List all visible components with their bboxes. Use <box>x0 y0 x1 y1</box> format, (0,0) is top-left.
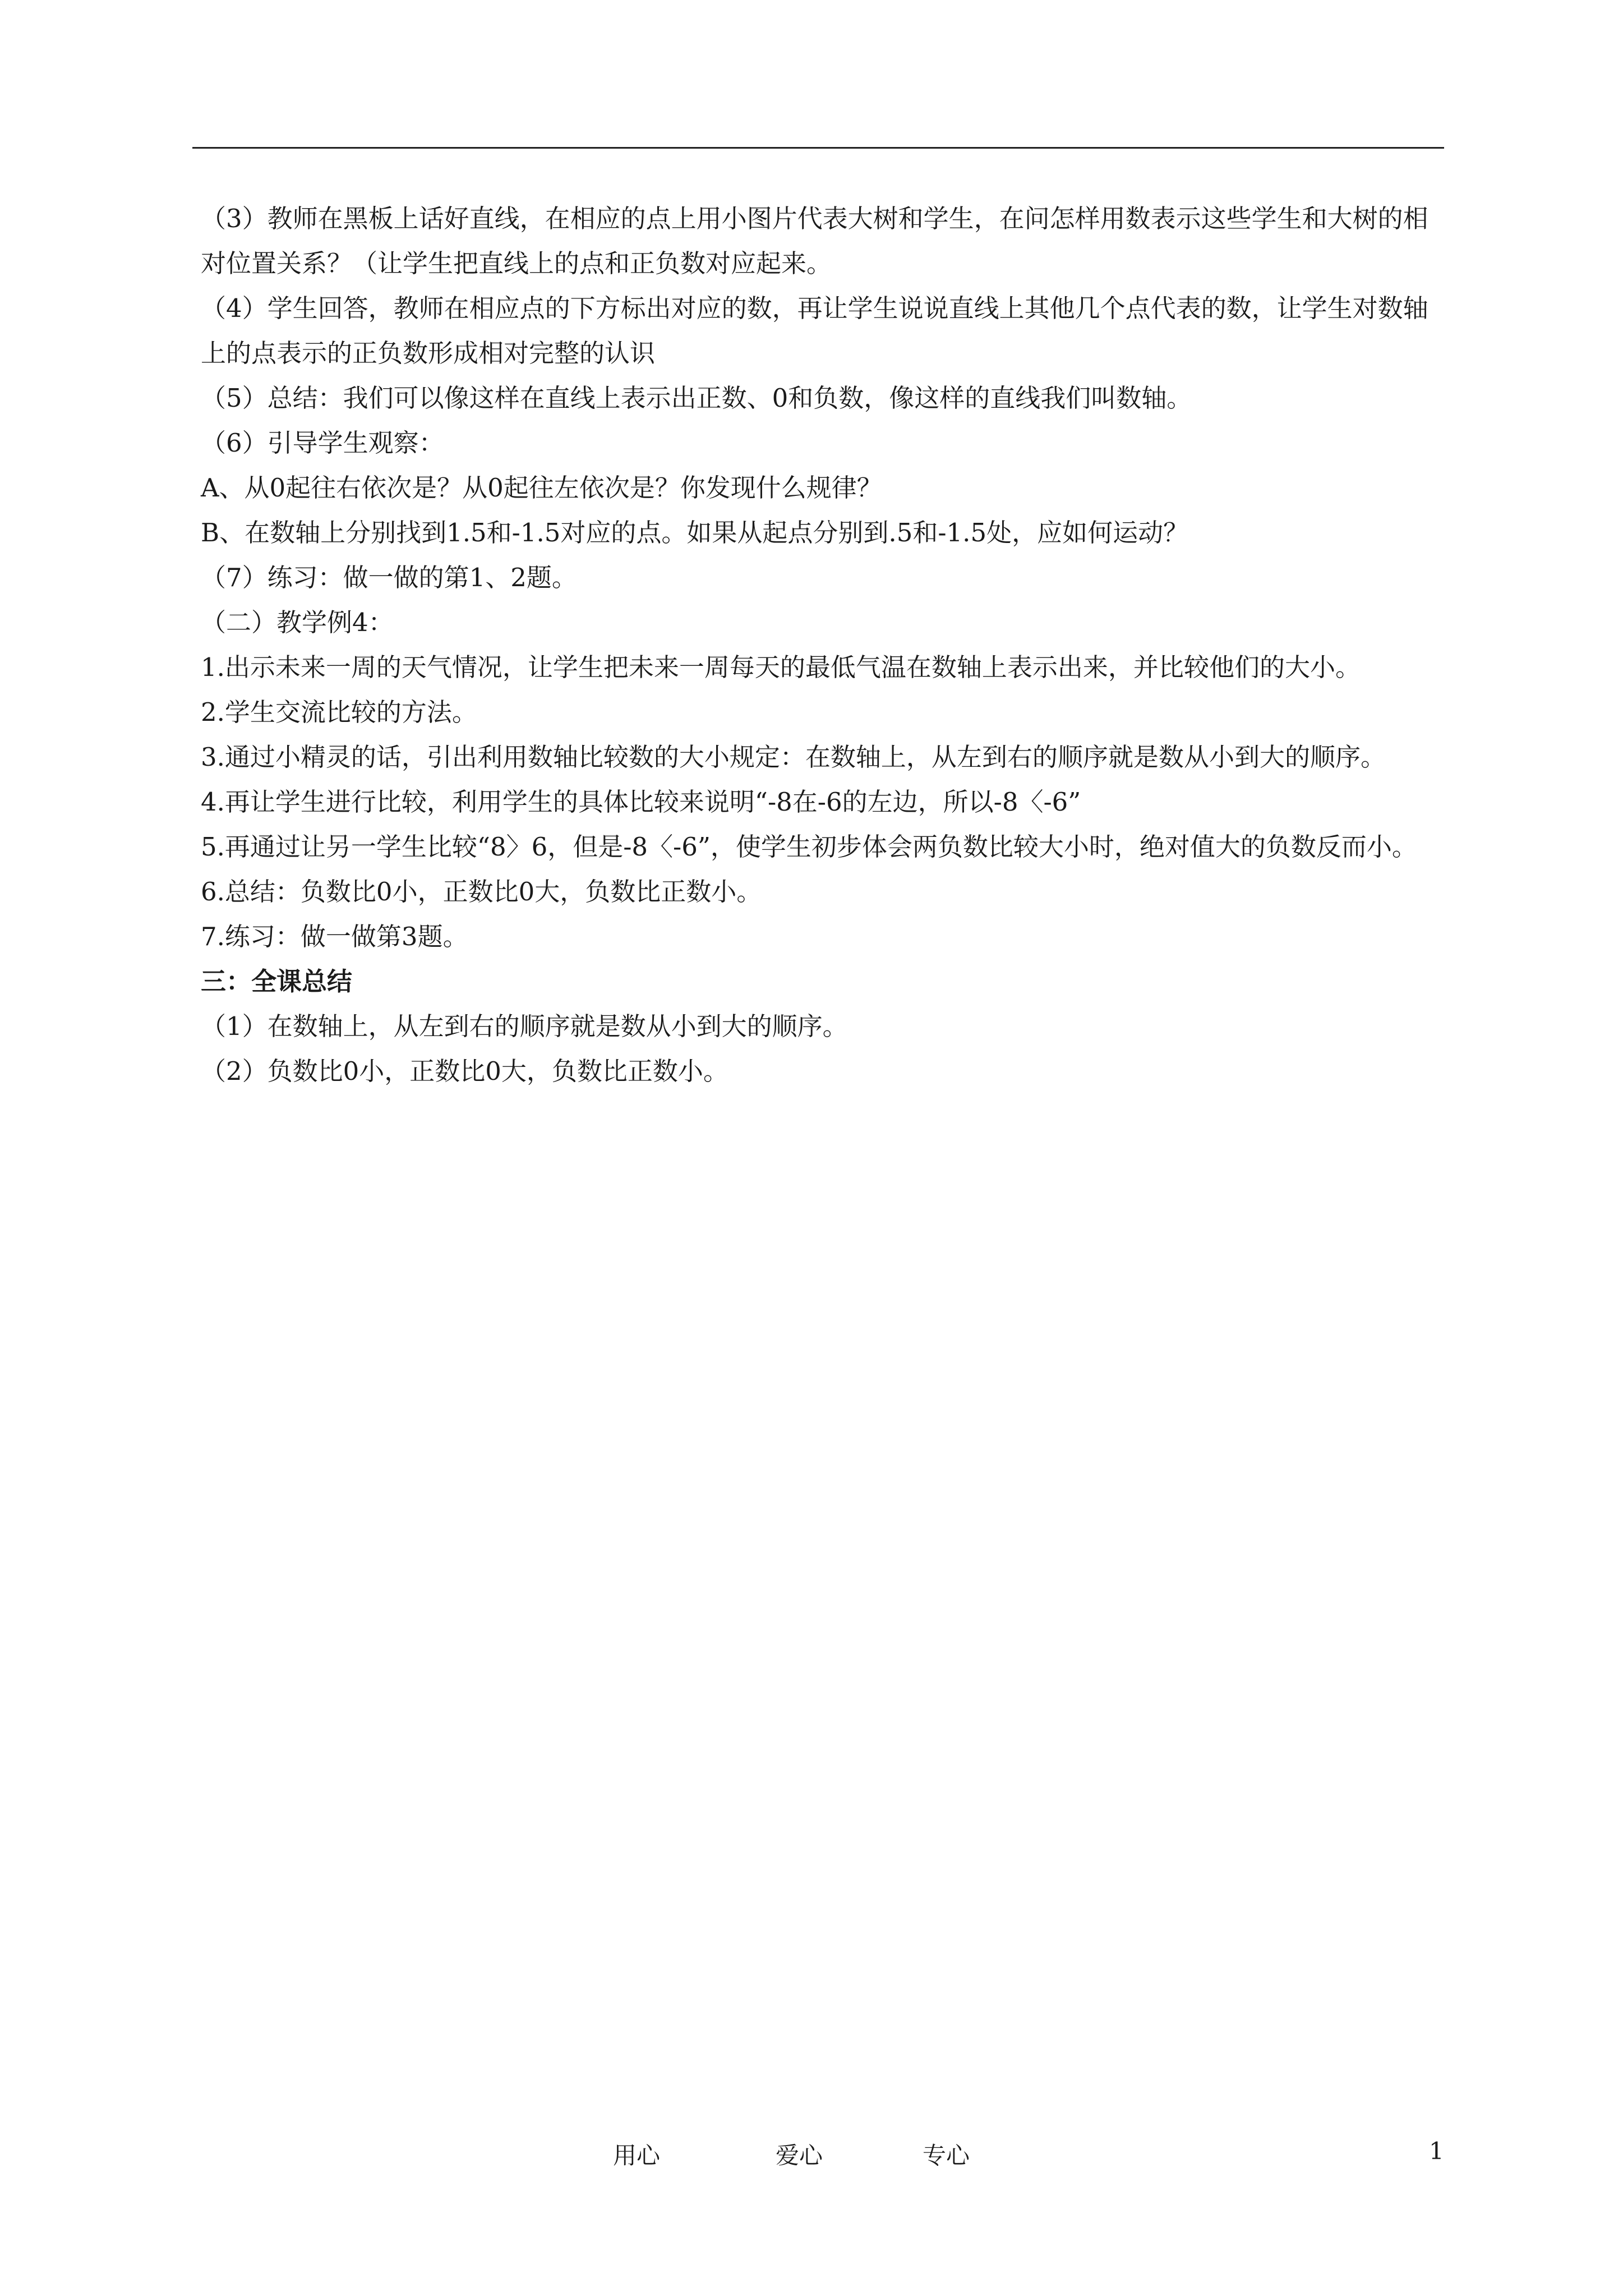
paragraph: （1）在数轴上，从左到右的顺序就是数从小到大的顺序。 <box>201 1011 848 1041</box>
paragraph: （二）教学例4： <box>201 608 394 637</box>
document-body <box>201 196 1444 1094</box>
footer-word-yongxin: 用心 <box>613 2142 661 2169</box>
page-footer <box>0 2137 1623 2177</box>
paragraph: （3）教师在黑板上话好直线，在相应的点上用小图片代表大树和学生，在问怎样用数表示这些学生和大树的相对位置关系？（让学生把直线上的点和正负数对应起来。 <box>201 204 1428 278</box>
paragraph: 3.通过小精灵的话，引出利用数轴比较数的大小规定：在数轴上，从左到右的顺序就是数从小到大的顺序。 <box>201 742 1386 772</box>
header-rule <box>192 147 1444 149</box>
paragraph: A、从0起往右依次是？从0起往左依次是？你发现什么规律？ <box>201 473 882 503</box>
footer-word-aixin: 爱心 <box>776 2142 823 2169</box>
paragraph: 5.再通过让另一学生比较“8〉6，但是-8〈-6”，使学生初步体会两负数比较大小时，绝对值大的负数反而小。 <box>201 832 1417 862</box>
paragraph: （5）总结：我们可以像这样在直线上表示出正数、0和负数，像这样的直线我们叫数轴。 <box>201 383 1192 413</box>
paragraph: （7）练习：做一做的第1、2题。 <box>201 563 577 592</box>
paragraph: B、在数轴上分别找到1.5和-1.5对应的点。如果从起点分别到.5和-1.5处，应如何运动？ <box>201 518 1189 547</box>
paragraph: 6.总结：负数比0小，正数比0大，负数比正数小。 <box>201 877 762 907</box>
paragraph: （4）学生回答，教师在相应点的下方标出对应的数，再让学生说说直线上其他几个点代表的数，让学生对数轴上的点表示的正负数形成相对完整的认识 <box>201 293 1428 368</box>
paragraph: 2.学生交流比较的方法。 <box>201 697 477 727</box>
paragraph: （2）负数比0小，正数比0大，负数比正数小。 <box>201 1056 728 1086</box>
paragraph: 4.再让学生进行比较，利用学生的具体比较来说明“-8在-6的左边，所以-8〈-6” <box>201 787 1081 817</box>
paragraph: 7.练习：做一做第3题。 <box>201 922 468 951</box>
paragraph: （6）引导学生观察： <box>201 428 444 458</box>
paragraph: 1.出示未来一周的天气情况，让学生把未来一周每天的最低气温在数轴上表示出来，并比较他们的大小。 <box>201 652 1361 682</box>
page-number: 1 <box>1429 2137 1444 2165</box>
section-heading: 三：全课总结 <box>201 967 353 996</box>
footer-word-zhuanxin: 专心 <box>923 2142 970 2169</box>
